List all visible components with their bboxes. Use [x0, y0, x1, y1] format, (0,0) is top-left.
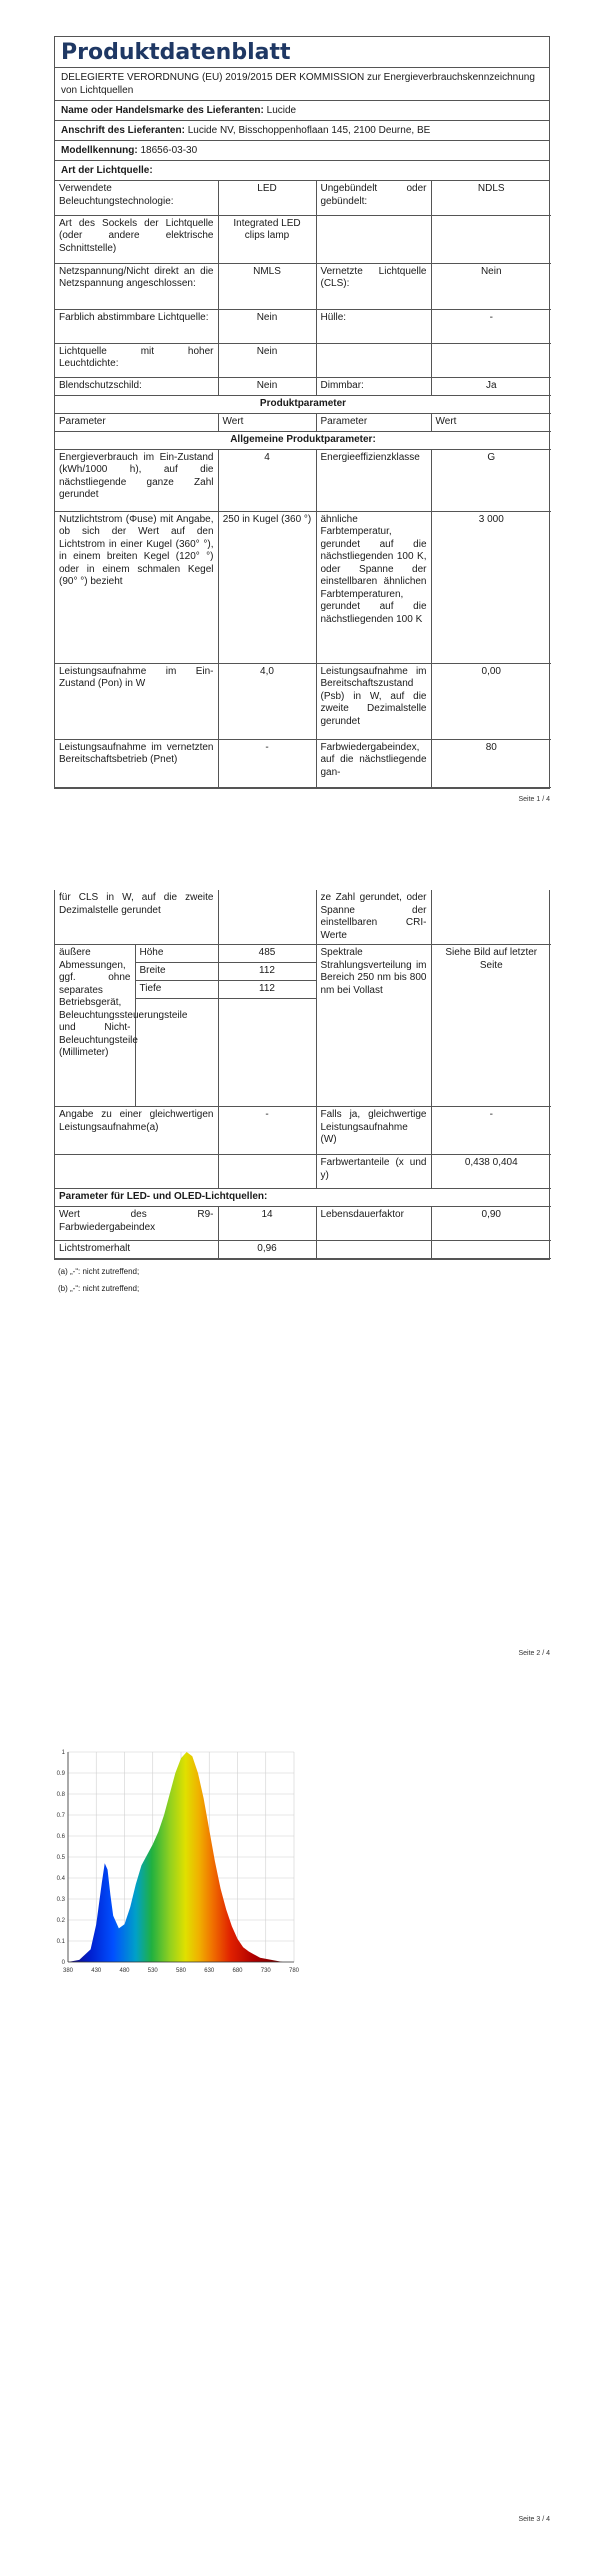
table-row	[55, 945, 551, 963]
y-tick-label: 0.4	[56, 1876, 65, 1882]
table-cell	[55, 1155, 218, 1189]
table-row	[55, 890, 551, 945]
page-2	[0, 880, 604, 1700]
table-row	[55, 215, 551, 263]
table-cell: Nein	[218, 309, 316, 343]
dimension-name: Tiefe	[135, 981, 218, 999]
table-cell: Energieverbrauch im Ein-Zustand (kWh/1000 h), auf die nächstliegende ganze Zahl gerundet	[55, 449, 218, 511]
y-tick-label: 1	[61, 1750, 65, 1756]
table-row	[55, 1207, 551, 1241]
table-cell: Nein	[218, 377, 316, 395]
x-tick-label: 630	[204, 1968, 215, 1974]
table-row	[55, 449, 551, 511]
parameters-table-2	[55, 890, 551, 1259]
table-cell: -	[431, 1107, 551, 1155]
table-cell: Farbwiedergabeindex, auf die nächstliegende gan-	[316, 739, 431, 787]
table-row	[55, 511, 551, 663]
dimensions-label: äußere Abmessungen, ggf. ohne separates Betriebsgerät, Beleuchtungssteuerungsteile und Nicht-Beleuchtungsteile (Millimeter)	[55, 945, 135, 1107]
section-general-parameters: Allgemeine Produktparameter:	[55, 431, 551, 449]
table-cell: ähnliche Farbtemperatur, gerundet auf die nächstliegenden 100 K, oder Spanne der einstellbaren ähnlichen Farbtemperaturen, gerundet auf die nächstliegenden 100 K	[316, 511, 431, 663]
table-cell: 3 000	[431, 511, 551, 663]
y-tick-label: 0.5	[56, 1855, 65, 1861]
table-cell: 0,00	[431, 663, 551, 739]
model-label: Modellkennung:	[61, 145, 138, 156]
column-header: Wert	[218, 413, 316, 431]
table-cell: Angabe zu einer gleichwertigen Leistungsaufnahme(a)	[55, 1107, 218, 1155]
table-cell	[218, 999, 316, 1107]
datasheet-page-1	[54, 36, 550, 789]
y-tick-label: 0.3	[56, 1897, 65, 1903]
table-cell: NMLS	[218, 263, 316, 309]
table-cell	[218, 890, 316, 945]
table-cell: -	[431, 309, 551, 343]
x-tick-label: 380	[62, 1968, 74, 1974]
spectral-distribution-chart	[54, 1748, 304, 1978]
page-number-2: Seite 2 / 4	[518, 1650, 550, 1657]
table-cell: Ja	[431, 377, 551, 395]
table-cell: 4	[218, 449, 316, 511]
column-header-row	[55, 413, 551, 431]
supplier-address: Lucide NV, Bisschoppenhoflaan 145, 2100 Deurne, BE	[187, 125, 431, 136]
table-cell: ze Zahl gerundet, oder Spanne der einstellbaren CRI-Werte	[316, 890, 431, 945]
section-header-row	[55, 431, 551, 449]
x-tick-label: 530	[147, 1968, 158, 1974]
supplier-address-line	[55, 121, 549, 141]
supplier-name: Lucide	[266, 105, 297, 116]
y-tick-label: 0.2	[56, 1918, 65, 1924]
table-cell: Integrated LED clips lamp	[218, 215, 316, 263]
dimension-value: 112	[218, 963, 316, 981]
section-header-row	[55, 395, 551, 413]
table-row	[55, 309, 551, 343]
x-tick-label: 680	[232, 1968, 243, 1974]
y-tick-label: 0.8	[56, 1792, 65, 1798]
x-tick-label: 580	[175, 1968, 187, 1974]
page-number-1: Seite 1 / 4	[518, 796, 550, 803]
table-cell: Nein	[218, 343, 316, 377]
table-cell: Vernetzte Lichtquelle (CLS):	[316, 263, 431, 309]
column-header: Wert	[431, 413, 551, 431]
table-row	[55, 377, 551, 395]
table-cell: Ungebündelt oder gebündelt:	[316, 181, 431, 215]
page-3	[0, 1720, 604, 2560]
table-cell: 0,90	[431, 1207, 551, 1241]
table-row	[55, 739, 551, 787]
datasheet-page-2	[54, 890, 550, 1260]
table-cell: für CLS in W, auf die zweite Dezimalstelle gerundet	[55, 890, 218, 945]
y-tick-label: 0.1	[56, 1939, 65, 1945]
table-cell	[316, 215, 431, 263]
table-row	[55, 663, 551, 739]
table-cell	[316, 343, 431, 377]
table-cell	[431, 1241, 551, 1259]
table-cell: Lichtstromerhalt	[55, 1241, 218, 1259]
table-cell	[218, 1155, 316, 1189]
table-cell: Leistungsaufnahme im vernetzten Bereitschaftsbetrieb (Pnet)	[55, 739, 218, 787]
y-tick-label: 0	[61, 1960, 65, 1966]
page-number-3: Seite 3 / 4	[518, 2516, 550, 2523]
table-cell: -	[218, 1107, 316, 1155]
footnote-a: (a) „-“: nicht zutreffend;	[58, 1267, 140, 1276]
table-row	[55, 1155, 551, 1189]
parameters-table-1	[55, 181, 551, 788]
x-tick-label: 430	[91, 1968, 102, 1974]
table-cell: -	[218, 739, 316, 787]
table-cell: 250 in Kugel (360 °)	[218, 511, 316, 663]
supplier-address-label: Anschrift des Lieferanten:	[61, 125, 185, 136]
table-row	[55, 343, 551, 377]
model-id: 18656-03-30	[140, 145, 198, 156]
table-cell	[431, 890, 551, 945]
table-cell: Farbwertanteile (x und y)	[316, 1155, 431, 1189]
table-cell: G	[431, 449, 551, 511]
table-cell: Nutzlichtstrom (Φuse) mit Angabe, ob sich der Wert auf den Lichtstrom in einer Kugel (360° °), in einem breiten Kegel (120° °) oder in einem schmalen Kegel (90° °) bezieht	[55, 511, 218, 663]
table-cell: Hülle:	[316, 309, 431, 343]
supplier-name-line	[55, 101, 549, 121]
spectral-label: Spektrale Strahlungsverteilung im Bereich 250 nm bis 800 nm bei Vollast	[316, 945, 431, 1107]
section-led-parameters: Parameter für LED- und OLED-Lichtquellen:	[55, 1189, 551, 1207]
table-cell: 0,438 0,404	[431, 1155, 551, 1189]
model-line	[55, 141, 549, 161]
section-header-row	[55, 1189, 551, 1207]
table-row	[55, 263, 551, 309]
regulation-intro: DELEGIERTE VERORDNUNG (EU) 2019/2015 DER KOMMISSION zur Energieverbrauchskennzeichnung von Lichtquellen	[55, 68, 549, 101]
document-title: Produktdatenblatt	[55, 37, 549, 68]
table-cell: Nein	[431, 263, 551, 309]
spectral-value: Siehe Bild auf letzter Seite	[431, 945, 551, 1107]
table-row	[55, 1107, 551, 1155]
table-cell: 14	[218, 1207, 316, 1241]
table-cell: Dimmbar:	[316, 377, 431, 395]
lightsource-type-line	[55, 161, 549, 181]
supplier-name-label: Name oder Handelsmarke des Lieferanten:	[61, 105, 264, 116]
table-cell: 0,96	[218, 1241, 316, 1259]
column-header: Parameter	[55, 413, 218, 431]
table-cell: Verwendete Beleuchtungstechnologie:	[55, 181, 218, 215]
table-cell	[431, 215, 551, 263]
table-cell: Falls ja, gleichwertige Leistungsaufnahme (W)	[316, 1107, 431, 1155]
table-cell: Wert des R9-Farbwiedergabeindex	[55, 1207, 218, 1241]
column-header: Parameter	[316, 413, 431, 431]
table-cell: Energieeffizienzklasse	[316, 449, 431, 511]
dimension-name: Höhe	[135, 945, 218, 963]
table-cell: NDLS	[431, 181, 551, 215]
footnote-b: (b) „-“: nicht zutreffend;	[58, 1284, 140, 1293]
table-cell	[431, 343, 551, 377]
table-cell: Art des Sockels der Lichtquelle (oder andere elektrische Schnittstelle)	[55, 215, 218, 263]
x-tick-label: 780	[288, 1968, 300, 1974]
y-tick-label: 0.9	[56, 1771, 65, 1777]
table-cell: Leistungsaufnahme im Bereitschaftszustand (Psb) in W, auf die zweite Dezimalstelle gerundet	[316, 663, 431, 739]
dimension-value: 112	[218, 981, 316, 999]
lightsource-type-label: Art der Lichtquelle:	[61, 165, 153, 176]
table-cell: Netzspannung/Nicht direkt an die Netzspannung angeschlossen:	[55, 263, 218, 309]
table-cell: Farblich abstimmbare Lichtquelle:	[55, 309, 218, 343]
table-row	[55, 1241, 551, 1259]
table-cell: 80	[431, 739, 551, 787]
table-cell: 4,0	[218, 663, 316, 739]
dimension-name: Breite	[135, 963, 218, 981]
y-tick-label: 0.7	[56, 1813, 65, 1819]
x-tick-label: 480	[119, 1968, 130, 1974]
x-tick-label: 730	[260, 1968, 271, 1974]
section-product-parameters: Produktparameter	[55, 395, 551, 413]
table-cell: Leistungsaufnahme im Ein-Zustand (Pon) in W	[55, 663, 218, 739]
table-cell	[316, 1241, 431, 1259]
table-cell: Blendschutzschild:	[55, 377, 218, 395]
table-row	[55, 181, 551, 215]
table-cell: LED	[218, 181, 316, 215]
table-cell: Lichtquelle mit hoher Leuchtdichte:	[55, 343, 218, 377]
table-cell: Lebensdauerfaktor	[316, 1207, 431, 1241]
y-tick-label: 0.6	[56, 1834, 65, 1840]
page-1	[0, 0, 604, 820]
dimension-value: 485	[218, 945, 316, 963]
